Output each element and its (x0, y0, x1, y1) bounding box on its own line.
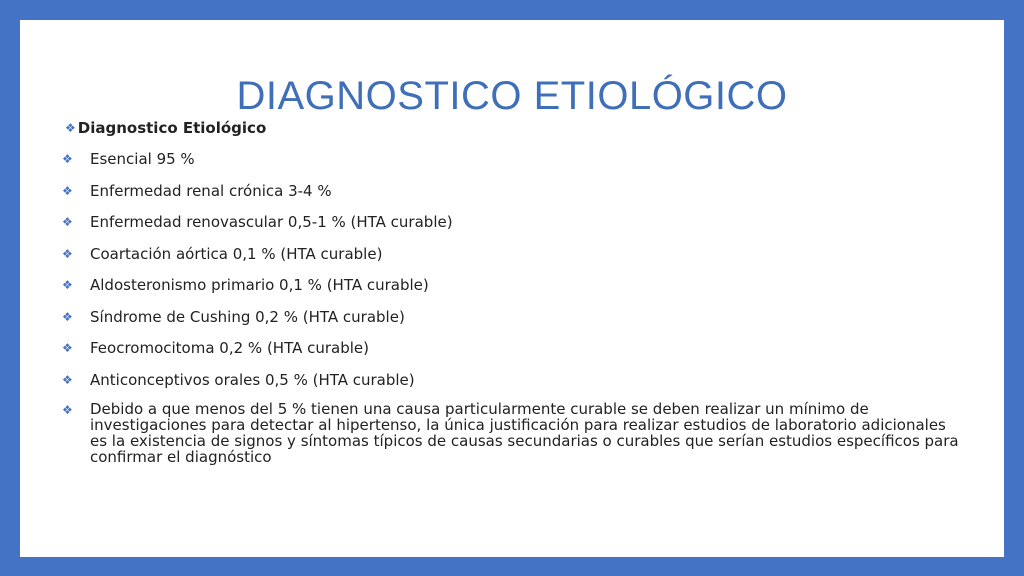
list-item-text: Feocromocitoma 0,2 % (HTA curable) (90, 339, 369, 357)
subheading-text: Diagnostico Etiológico (77, 119, 267, 137)
list-item (62, 307, 962, 339)
diamond-bullet-icon: ❖ (62, 341, 73, 355)
list-item (62, 181, 962, 213)
list-item-text: Esencial 95 % (90, 150, 195, 168)
list-item-text: Debido a que menos del 5 % tienen una causa particularmente curable se deben realizar un mínimo de investigaciones para detectar al hipertenso, la única justificación para realizar estudios de laboratorio adicionales es la existencia de signos y síntomas típicos de causas secundarias o curables que serían estudios específicos para confirmar el diagnóstico (90, 400, 959, 466)
diamond-bullet-icon: ❖ (62, 215, 73, 229)
list-item-text: Enfermedad renal crónica 3-4 % (90, 181, 332, 200)
diamond-bullet-icon: ❖ (62, 309, 73, 324)
list-item (62, 370, 962, 402)
diamond-bullet-icon: ❖ (62, 278, 73, 292)
list-item (62, 212, 962, 244)
diamond-bullet-icon: ❖ (62, 152, 73, 166)
bullet-list (62, 149, 962, 465)
list-item-text: Aldosteronismo primario 0,1 % (HTA curable) (90, 276, 429, 294)
diamond-bullet-icon: ❖ (62, 246, 73, 261)
list-item (62, 149, 962, 181)
list-item (62, 244, 962, 276)
list-item (62, 275, 962, 307)
diamond-bullet-icon: ❖ (62, 183, 73, 198)
list-item-text: Enfermedad renovascular 0,5-1 % (HTA curable) (90, 213, 453, 231)
list-item (62, 338, 962, 370)
subheading (65, 119, 266, 137)
diamond-bullet-icon: ❖ (65, 121, 76, 135)
slide-canvas (20, 20, 1004, 557)
list-item-text: Coartación aórtica 0,1 % (HTA curable) (90, 244, 383, 263)
list-item (62, 401, 962, 465)
diamond-bullet-icon: ❖ (62, 372, 73, 387)
list-item-text: Anticonceptivos orales 0,5 % (HTA curable) (90, 370, 415, 389)
diamond-bullet-icon: ❖ (62, 403, 73, 417)
list-item-text: Síndrome de Cushing 0,2 % (HTA curable) (90, 307, 405, 326)
slide-title: DIAGNOSTICO ETIOLÓGICO (236, 74, 788, 118)
